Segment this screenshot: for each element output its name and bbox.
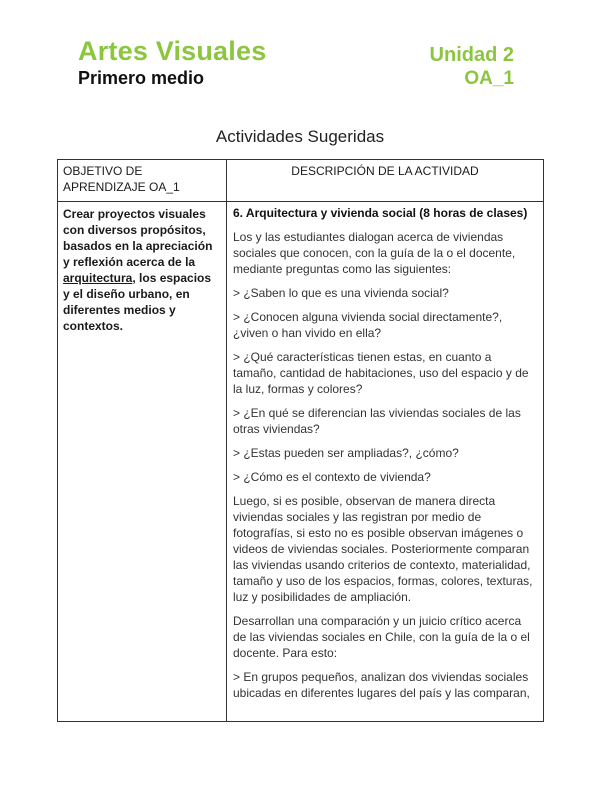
subject-title: Artes Visuales: [78, 36, 267, 66]
section-title: Actividades Sugeridas: [215, 127, 385, 146]
question-item: > ¿Qué características tienen estas, en cuanto a tamaño, cantidad de habitaciones, uso del espacio y de la luz, formas y colores?: [233, 350, 529, 396]
objective-underlined-term: arquitectura: [63, 271, 133, 285]
paragraph: Luego, si es posible, observan de manera directa viviendas sociales y las registran por medio de fotografías, si esto no es posible observan imágenes o videos de viviendas sociales. Posteriormente comparan las viviendas usando criterios de contexto, materialidad, tamaño y uso de los espacios, formas, colores, texturas, luz y posibilidades de ampliación.: [233, 494, 533, 604]
objective-cell: [58, 202, 227, 722]
level-label: Primero medio: [78, 68, 205, 88]
objective-text-2: , los espacios y el diseño urbano, en diferentes medios y contextos.: [63, 271, 212, 333]
paragraph: Desarrollan una comparación y un juicio crítico acerca de las viviendas sociales en Chile, con la guía de la o el docente. Para esto:: [233, 614, 530, 660]
description-column-header: DESCRIPCIÓN DE LA ACTIVIDAD: [227, 160, 544, 202]
objective-text-1: Crear proyectos visuales con diversos propósitos, basados en la apreciación y reflexión acerca de la: [63, 207, 213, 269]
unit-label: Unidad 2: [429, 44, 514, 66]
objective-column-header: OBJETIVO DE APRENDIZAJE OA_1: [58, 160, 227, 202]
table-row: [58, 202, 544, 722]
list-item: > En grupos pequeños, analizan dos viviendas sociales ubicadas en diferentes lugares del país y las comparan,: [233, 670, 530, 700]
activity-title: 6. Arquitectura y vivienda social (8 horas de clases): [233, 206, 528, 220]
question-item: > ¿Estas pueden ser ampliadas?, ¿cómo?: [233, 446, 459, 460]
question-item: > ¿Saben lo que es una vivienda social?: [233, 286, 449, 300]
question-item: > ¿Cómo es el contexto de vivienda?: [233, 470, 431, 484]
table-header-row: [58, 160, 544, 202]
paragraph: Los y las estudiantes dialogan acerca de viviendas sociales que conocen, con la guía de la o el docente, mediante preguntas como las siguientes:: [233, 230, 516, 276]
question-item: > ¿En qué se diferencian las viviendas sociales de las otras viviendas?: [233, 406, 521, 436]
activities-table: [57, 159, 544, 722]
description-cell: [227, 202, 544, 722]
question-item: > ¿Conocen alguna vivienda social directamente?, ¿viven o han vivido en ella?: [233, 310, 503, 340]
oa-label: OA_1: [464, 68, 514, 89]
